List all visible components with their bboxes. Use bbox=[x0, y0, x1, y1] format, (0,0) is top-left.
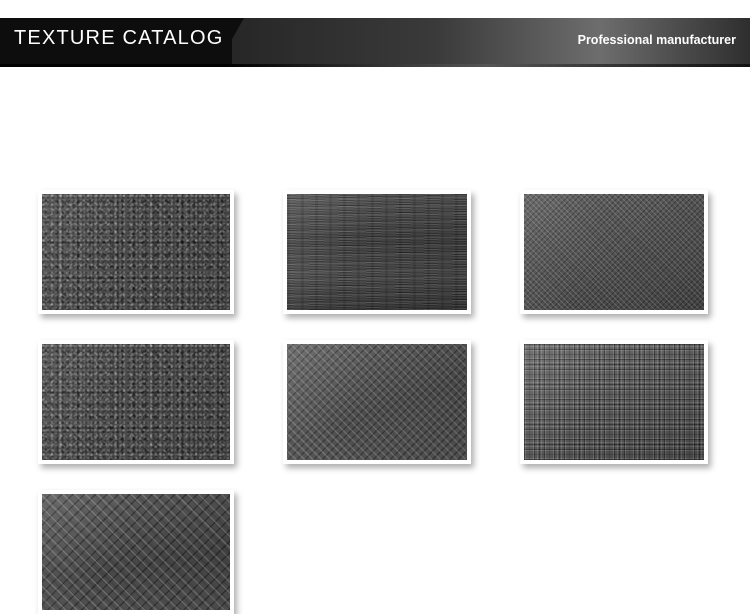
sheen-overlay bbox=[287, 344, 467, 460]
sheen-overlay bbox=[42, 494, 230, 610]
texture-image-square-weave bbox=[524, 344, 704, 460]
sheen-overlay bbox=[524, 194, 704, 310]
texture-swatch[interactable] bbox=[283, 190, 471, 314]
texture-swatch[interactable] bbox=[38, 190, 234, 314]
header-tagline: Professional manufacturer bbox=[577, 33, 736, 47]
texture-gallery bbox=[0, 78, 750, 597]
texture-swatch[interactable] bbox=[38, 340, 234, 464]
texture-image-diamond-twill bbox=[287, 344, 467, 460]
texture-image-coarse-grain-2 bbox=[42, 344, 230, 460]
sheen-overlay bbox=[287, 194, 467, 310]
page-title: TEXTURE CATALOG bbox=[14, 27, 224, 49]
texture-image-coarse-grain-1 bbox=[42, 194, 230, 310]
sheen-overlay bbox=[524, 344, 704, 460]
texture-image-diagonal-lattice bbox=[42, 494, 230, 610]
header-underline bbox=[0, 64, 750, 67]
page-header bbox=[0, 0, 750, 78]
sheen-overlay bbox=[42, 194, 230, 310]
texture-image-horizontal-fiber bbox=[287, 194, 467, 310]
texture-swatch[interactable] bbox=[520, 190, 708, 314]
texture-image-fine-diagonal-mesh bbox=[524, 194, 704, 310]
sheen-overlay bbox=[42, 344, 230, 460]
texture-swatch[interactable] bbox=[520, 340, 708, 464]
texture-swatch[interactable] bbox=[38, 490, 234, 614]
texture-swatch[interactable] bbox=[283, 340, 471, 464]
